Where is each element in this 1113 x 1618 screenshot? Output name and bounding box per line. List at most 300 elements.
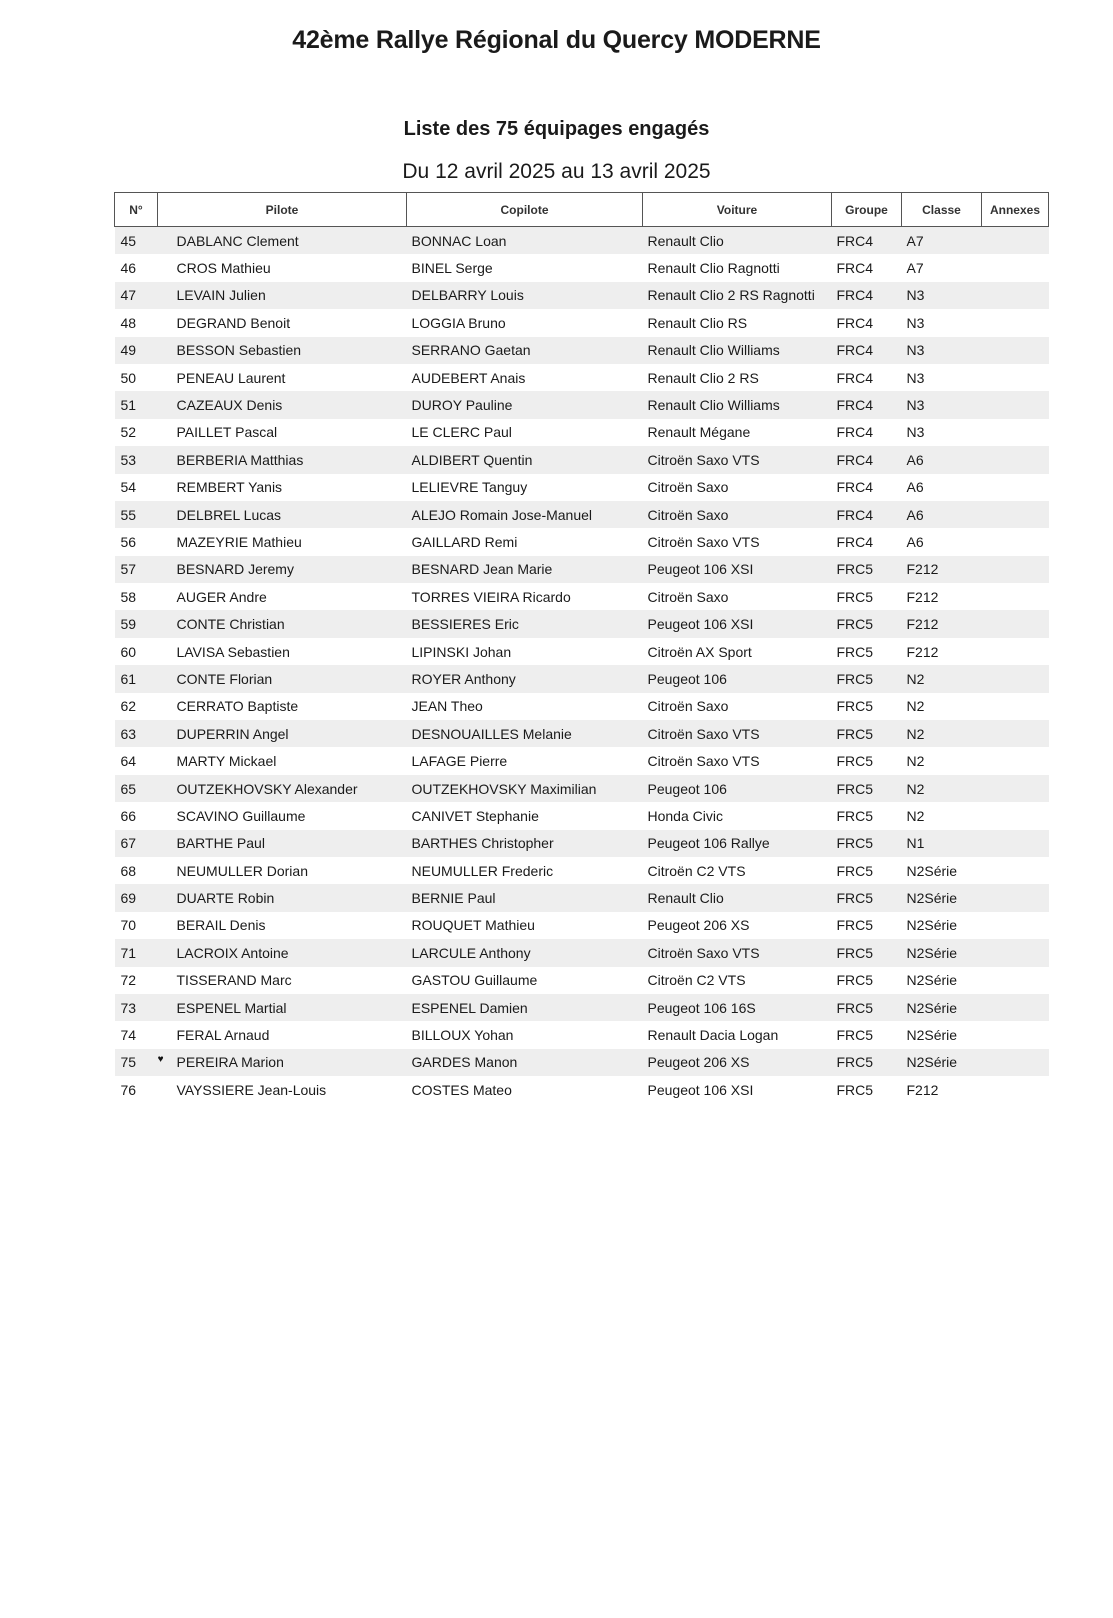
cell-groupe-text: FRC5 [836, 1027, 874, 1044]
cell-groupe [832, 254, 902, 281]
cell-copilote-text: GASTOU Guillaume [411, 972, 538, 989]
cell-classe [902, 665, 982, 692]
cell-voiture-text: Renault Clio Williams [647, 342, 780, 359]
cell-annexes [982, 309, 1049, 336]
cell-groupe [832, 583, 902, 610]
cell-annexes [982, 254, 1049, 281]
cell-pilote-text: BESSON Sebastien [176, 342, 302, 359]
cell-groupe [832, 720, 902, 747]
cell-classe-text: F212 [906, 561, 939, 578]
cell-copilote [407, 802, 643, 829]
cell-copilote [407, 391, 643, 418]
cell-classe-text: A6 [906, 506, 924, 523]
cell-annexes [982, 610, 1049, 637]
cell-voiture [643, 309, 832, 336]
column-header-num: N° [115, 193, 158, 227]
cell-pilote-text: FERAL Arnaud [176, 1027, 270, 1044]
cell-classe [902, 967, 982, 994]
cell-copilote-text: ESPENEL Damien [411, 999, 528, 1016]
cell-pilote-text: LACROIX Antoine [176, 944, 289, 961]
cell-classe-text: N2Série [906, 890, 958, 907]
cell-classe-text: F212 [906, 643, 939, 660]
cell-pilote-text: DEGRAND Benoit [176, 314, 291, 331]
cell-copilote [407, 693, 643, 720]
cell-annexes [982, 967, 1049, 994]
cell-pilote [158, 939, 407, 966]
cell-classe [902, 802, 982, 829]
cell-number-text: 59 [120, 616, 137, 633]
table-row [115, 967, 1049, 994]
cell-annexes [982, 391, 1049, 418]
cell-pilote-text: BERAIL Denis [176, 917, 266, 934]
cell-classe [902, 282, 982, 309]
cell-copilote-text: GAILLARD Remi [411, 533, 518, 550]
table-row [115, 693, 1049, 720]
cell-number [115, 693, 158, 720]
cell-voiture [643, 747, 832, 774]
cell-copilote [407, 939, 643, 966]
cell-annexes [982, 638, 1049, 665]
cell-pilote-text: MARTY Mickael [176, 753, 277, 770]
column-header-classe: Classe [902, 193, 982, 227]
cell-classe [902, 884, 982, 911]
cell-number-text: 75 [120, 1054, 137, 1071]
cell-groupe [832, 830, 902, 857]
cell-number-text: 55 [120, 506, 137, 523]
cell-annexes [982, 282, 1049, 309]
cell-number-text: 56 [120, 533, 137, 550]
cell-pilote [158, 1049, 407, 1076]
table-row [115, 501, 1049, 528]
cell-groupe [832, 939, 902, 966]
cell-classe-text: N2 [906, 670, 925, 687]
document-subtitle: Liste des 75 équipages engagés [403, 118, 710, 140]
table-row [115, 364, 1049, 391]
cell-voiture [643, 775, 832, 802]
cell-pilote [158, 309, 407, 336]
cell-pilote [158, 1021, 407, 1048]
table-row [115, 775, 1049, 802]
cell-classe [902, 693, 982, 720]
cell-annexes [982, 747, 1049, 774]
cell-groupe-text: FRC5 [836, 1081, 874, 1098]
cell-pilote-text: NEUMULLER Dorian [176, 862, 308, 879]
cell-groupe [832, 309, 902, 336]
cell-voiture [643, 364, 832, 391]
cell-voiture [643, 1076, 832, 1103]
cell-groupe [832, 227, 902, 255]
cell-pilote-text: AUGER Andre [176, 588, 267, 605]
cell-groupe-text: FRC5 [836, 643, 874, 660]
cell-number [115, 1021, 158, 1048]
cell-copilote-text: LARCULE Anthony [411, 944, 531, 961]
cell-number-text: 49 [120, 342, 137, 359]
cell-pilote [158, 884, 407, 911]
cell-pilote-text: LEVAIN Julien [176, 287, 266, 304]
cell-annexes [982, 474, 1049, 501]
cell-classe-text: A6 [906, 479, 924, 496]
cell-number-text: 71 [120, 944, 137, 961]
cell-voiture-text: Renault Mégane [647, 424, 751, 441]
cell-number [115, 528, 158, 555]
cell-pilote-text: ESPENEL Martial [176, 999, 287, 1016]
table-row [115, 994, 1049, 1021]
table-row [115, 583, 1049, 610]
cell-annexes [982, 1049, 1049, 1076]
cell-classe [902, 254, 982, 281]
cell-groupe-text: FRC5 [836, 835, 874, 852]
cell-classe-text: A6 [906, 451, 924, 468]
cell-number [115, 364, 158, 391]
cell-voiture-text: Renault Clio Williams [647, 397, 780, 414]
cell-annexes [982, 419, 1049, 446]
cell-annexes [982, 665, 1049, 692]
table-row [115, 391, 1049, 418]
cell-number-text: 50 [120, 369, 137, 386]
cell-pilote-text: TISSERAND Marc [176, 972, 292, 989]
cell-pilote [158, 912, 407, 939]
cell-classe-text: N3 [906, 314, 925, 331]
cell-copilote-text: ROUQUET Mathieu [411, 917, 535, 934]
cell-classe [902, 556, 982, 583]
cell-groupe-text: FRC5 [836, 1054, 874, 1071]
cell-copilote-text: AUDEBERT Anais [411, 369, 526, 386]
cell-pilote [158, 994, 407, 1021]
cell-copilote-text: DUROY Pauline [411, 397, 513, 414]
cell-groupe [832, 610, 902, 637]
table-header-row [115, 193, 1049, 227]
cell-copilote [407, 912, 643, 939]
cell-groupe [832, 501, 902, 528]
cell-voiture [643, 227, 832, 255]
table-row [115, 446, 1049, 473]
cell-number-text: 45 [120, 232, 137, 249]
cell-annexes [982, 802, 1049, 829]
cell-copilote-text: NEUMULLER Frederic [411, 862, 554, 879]
cell-pilote [158, 720, 407, 747]
cell-pilote-text: LAVISA Sebastien [176, 643, 290, 660]
cell-copilote [407, 528, 643, 555]
cell-groupe [832, 364, 902, 391]
cell-annexes [982, 528, 1049, 555]
cell-copilote-text: LIPINSKI Johan [411, 643, 512, 660]
cell-number-text: 57 [120, 561, 137, 578]
cell-number [115, 830, 158, 857]
cell-number-text: 69 [120, 890, 137, 907]
cell-voiture-text: Citroën Saxo VTS [647, 533, 760, 550]
cell-copilote-text: ROYER Anthony [411, 670, 516, 687]
cell-copilote [407, 994, 643, 1021]
cell-number [115, 1049, 164, 1076]
cell-number [115, 556, 158, 583]
cell-number [115, 775, 158, 802]
cell-voiture [643, 693, 832, 720]
entry-list-table [114, 192, 1049, 1104]
cell-voiture-text: Citroën C2 VTS [647, 862, 746, 879]
cell-number [115, 1076, 158, 1103]
cell-number-text: 72 [120, 972, 137, 989]
cell-voiture [643, 884, 832, 911]
cell-groupe-text: FRC4 [836, 506, 874, 523]
cell-voiture [643, 556, 832, 583]
cell-copilote [407, 254, 643, 281]
cell-copilote [407, 967, 643, 994]
cell-groupe [832, 419, 902, 446]
cell-number [115, 474, 158, 501]
cell-classe [902, 364, 982, 391]
cell-copilote-text: LELIEVRE Tanguy [411, 479, 528, 496]
cell-annexes [982, 830, 1049, 857]
cell-classe [902, 610, 982, 637]
cell-number [115, 337, 158, 364]
cell-groupe-text: FRC5 [836, 670, 874, 687]
table-row [115, 282, 1049, 309]
cell-groupe [832, 1076, 902, 1103]
cell-pilote [158, 610, 407, 637]
cell-copilote [407, 1049, 643, 1076]
cell-pilote [158, 337, 407, 364]
cell-voiture [643, 830, 832, 857]
cell-groupe [832, 528, 902, 555]
cell-voiture-text: Citroën Saxo VTS [647, 451, 760, 468]
cell-number [115, 583, 158, 610]
cell-classe-text: N2Série [906, 999, 958, 1016]
cell-voiture-text: Renault Clio 2 RS [647, 369, 759, 386]
cell-number [115, 227, 158, 255]
cell-pilote-text: PEREIRA Marion [176, 1054, 284, 1071]
cell-pilote-text: DUPERRIN Angel [176, 725, 289, 742]
table-row [115, 556, 1049, 583]
cell-classe-text: N1 [906, 835, 925, 852]
cell-pilote [158, 227, 407, 255]
cell-copilote [407, 638, 643, 665]
cell-copilote [407, 446, 643, 473]
cell-classe [902, 939, 982, 966]
cell-voiture-text: Peugeot 106 [647, 780, 727, 797]
cell-pilote-text: CAZEAUX Denis [176, 397, 283, 414]
cell-number [115, 419, 158, 446]
cell-pilote-text: REMBERT Yanis [176, 479, 283, 496]
cell-pilote-text: PAILLET Pascal [176, 424, 278, 441]
cell-copilote [407, 419, 643, 446]
cell-groupe [832, 391, 902, 418]
cell-annexes [982, 693, 1049, 720]
cell-groupe-text: FRC4 [836, 314, 874, 331]
cell-classe [902, 419, 982, 446]
cell-number-text: 47 [120, 287, 137, 304]
cell-number [115, 610, 158, 637]
cell-classe [902, 1049, 982, 1076]
cell-number [115, 501, 158, 528]
cell-groupe [832, 994, 902, 1021]
cell-copilote [407, 1076, 643, 1103]
cell-pilote-text: CROS Mathieu [176, 260, 271, 277]
cell-classe [902, 747, 982, 774]
cell-classe-text: N2 [906, 753, 925, 770]
cell-classe [902, 1076, 982, 1103]
cell-voiture-text: Honda Civic [647, 807, 723, 824]
cell-number [115, 665, 158, 692]
cell-groupe-text: FRC5 [836, 780, 874, 797]
table-row [115, 254, 1049, 281]
cell-number [115, 254, 158, 281]
cell-groupe-text: FRC5 [836, 862, 874, 879]
cell-groupe-text: FRC4 [836, 342, 874, 359]
cell-voiture [643, 967, 832, 994]
cell-number [115, 857, 158, 884]
cell-pilote-text: PENEAU Laurent [176, 369, 286, 386]
cell-groupe [832, 474, 902, 501]
cell-groupe-text: FRC5 [836, 561, 874, 578]
cell-groupe [832, 802, 902, 829]
cell-groupe-text: FRC5 [836, 725, 874, 742]
cell-annexes [982, 501, 1049, 528]
cell-copilote [407, 337, 643, 364]
cell-voiture [643, 638, 832, 665]
cell-number-text: 60 [120, 643, 137, 660]
cell-classe-text: N2 [906, 698, 925, 715]
cell-groupe-text: FRC5 [836, 890, 874, 907]
cell-copilote [407, 857, 643, 884]
cell-voiture [643, 994, 832, 1021]
cell-number-text: 76 [120, 1081, 137, 1098]
cell-pilote-text: DABLANC Clement [176, 232, 299, 249]
cell-pilote [158, 967, 407, 994]
cell-copilote [407, 884, 643, 911]
cell-voiture [643, 528, 832, 555]
cell-number-text: 68 [120, 862, 137, 879]
cell-classe [902, 446, 982, 473]
cell-groupe-text: FRC5 [836, 616, 874, 633]
cell-groupe-text: FRC4 [836, 260, 874, 277]
cell-classe-text: F212 [906, 616, 939, 633]
cell-pilote [158, 693, 407, 720]
cell-classe-text: N3 [906, 369, 925, 386]
table-row [115, 1049, 1049, 1076]
cell-copilote [407, 501, 643, 528]
cell-pilote [158, 802, 407, 829]
event-dates: Du 12 avril 2025 au 13 avril 2025 [402, 160, 711, 183]
cell-copilote-text: ALDIBERT Quentin [411, 451, 533, 468]
cell-annexes [982, 884, 1049, 911]
cell-classe [902, 857, 982, 884]
cell-pilote-text: MAZEYRIE Mathieu [176, 533, 302, 550]
cell-number [115, 720, 158, 747]
cell-pilote [158, 474, 407, 501]
cell-voiture [643, 912, 832, 939]
cell-number [115, 282, 158, 309]
table-row [115, 474, 1049, 501]
cell-classe [902, 337, 982, 364]
cell-annexes [982, 939, 1049, 966]
cell-copilote [407, 830, 643, 857]
cell-pilote [158, 857, 407, 884]
cell-number [115, 967, 158, 994]
table-row [115, 720, 1049, 747]
cell-pilote [158, 775, 407, 802]
cell-voiture-text: Citroën AX Sport [647, 643, 752, 660]
cell-voiture-text: Renault Clio Ragnotti [647, 260, 780, 277]
cell-pilote [158, 747, 407, 774]
cell-copilote [407, 583, 643, 610]
cell-classe-text: N3 [906, 397, 925, 414]
cell-annexes [982, 446, 1049, 473]
cell-number [115, 884, 158, 911]
cell-copilote [407, 610, 643, 637]
cell-voiture [643, 474, 832, 501]
cell-groupe-text: FRC5 [836, 807, 874, 824]
column-header-copilote: Copilote [407, 193, 643, 227]
cell-copilote-text: BESSIERES Eric [411, 616, 519, 633]
cell-annexes [982, 1021, 1049, 1048]
cell-pilote [158, 1076, 407, 1103]
cell-number-text: 70 [120, 917, 137, 934]
cell-classe [902, 583, 982, 610]
cell-copilote-text: BINEL Serge [411, 260, 493, 277]
cell-pilote [158, 830, 407, 857]
cell-number [115, 802, 158, 829]
cell-pilote [158, 391, 407, 418]
cell-groupe [832, 638, 902, 665]
cell-groupe-text: FRC4 [836, 287, 874, 304]
cell-number [115, 638, 158, 665]
cell-number-text: 58 [120, 588, 137, 605]
cell-groupe-text: FRC4 [836, 533, 874, 550]
cell-voiture-text: Citroën Saxo [647, 698, 729, 715]
table-body [115, 227, 1049, 1104]
cell-number-text: 51 [120, 397, 137, 414]
cell-classe [902, 528, 982, 555]
cell-groupe-text: FRC5 [836, 917, 874, 934]
cell-pilote [158, 665, 407, 692]
cell-classe [902, 775, 982, 802]
cell-pilote [158, 583, 407, 610]
cell-annexes [982, 912, 1049, 939]
cell-voiture-text: Citroën Saxo [647, 479, 729, 496]
cell-voiture [643, 583, 832, 610]
cell-number-text: 73 [120, 999, 137, 1016]
cell-classe-text: N2Série [906, 944, 958, 961]
table-row [115, 939, 1049, 966]
cell-voiture-text: Peugeot 106 Rallye [647, 835, 770, 852]
cell-number-text: 74 [120, 1027, 137, 1044]
cell-number [115, 309, 158, 336]
cell-voiture-text: Citroën Saxo [647, 506, 729, 523]
cell-number [115, 747, 158, 774]
table-row [115, 857, 1049, 884]
cell-pilote [158, 638, 407, 665]
cell-pilote [158, 419, 407, 446]
cell-voiture [643, 857, 832, 884]
cell-annexes [982, 337, 1049, 364]
cell-annexes [982, 556, 1049, 583]
cell-groupe-text: FRC4 [836, 369, 874, 386]
cell-groupe [832, 446, 902, 473]
cell-number [115, 391, 158, 418]
cell-classe [902, 830, 982, 857]
cell-copilote-text: BESNARD Jean Marie [411, 561, 553, 578]
table-row [115, 227, 1049, 255]
column-header-annexes: Annexes [982, 193, 1049, 227]
cell-voiture-text: Citroën C2 VTS [647, 972, 746, 989]
cell-classe [902, 720, 982, 747]
cell-classe [902, 227, 982, 255]
cell-classe-text: N2Série [906, 1054, 958, 1071]
cell-copilote-text: LE CLERC Paul [411, 424, 512, 441]
cell-classe-text: N3 [906, 342, 925, 359]
cell-voiture [643, 446, 832, 473]
cell-copilote-text: LOGGIA Bruno [411, 314, 506, 331]
